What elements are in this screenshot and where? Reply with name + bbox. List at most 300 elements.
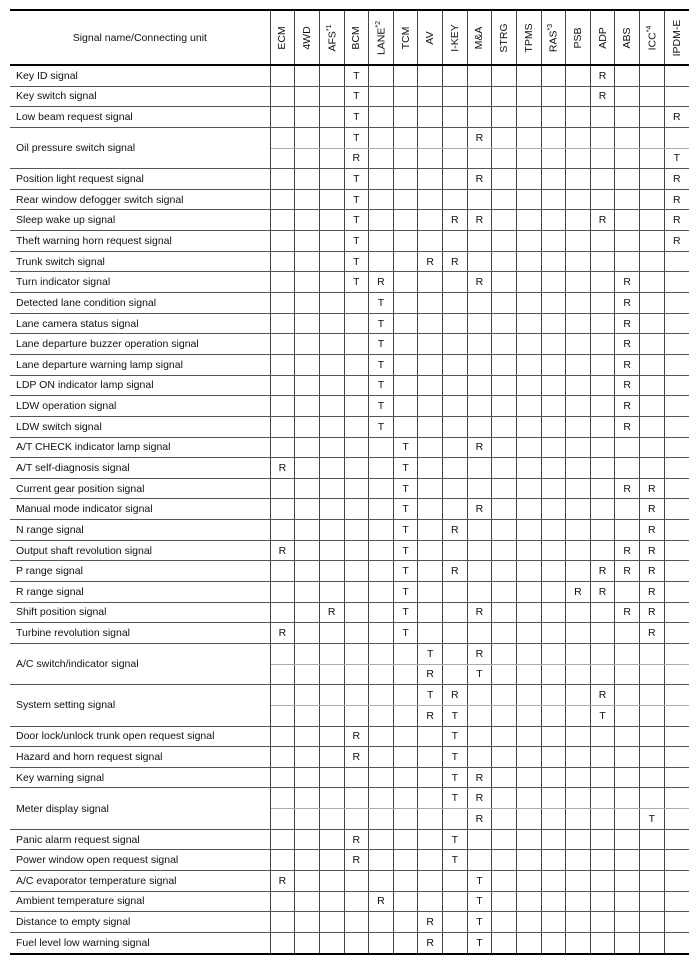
- signal-cell-lane: [369, 251, 394, 272]
- signal-cell-ras: [541, 870, 566, 891]
- signal-cell-bcm: [344, 932, 369, 953]
- signal-cell-strg: [492, 396, 517, 417]
- signal-cell-lane: [369, 127, 394, 148]
- signal-cell-ipdm-e: [664, 643, 689, 664]
- signal-cell-adp: [590, 375, 615, 396]
- signal-name: Panic alarm request signal: [10, 829, 270, 850]
- signal-cell-bcm: T: [344, 189, 369, 210]
- signal-cell-afs: [319, 210, 344, 231]
- signal-cell-abs: R: [615, 293, 640, 314]
- signal-cell-m-a: T: [467, 891, 492, 912]
- signal-cell-4wd: [295, 86, 320, 107]
- signal-cell-4wd: [295, 602, 320, 623]
- signal-cell-ras: [541, 251, 566, 272]
- signal-cell-ipdm-e: [664, 747, 689, 768]
- signal-cell-4wd: [295, 540, 320, 561]
- signal-cell-icc: [640, 747, 665, 768]
- signal-cell-icc: R: [640, 582, 665, 603]
- table-row: [10, 767, 689, 788]
- signal-cell-abs: R: [615, 561, 640, 582]
- signal-cell-lane: T: [369, 354, 394, 375]
- signal-name: R range signal: [10, 582, 270, 603]
- unit-header-i-key: [443, 10, 468, 65]
- signal-cell-4wd: [295, 561, 320, 582]
- signal-cell-i-key: [443, 231, 468, 252]
- signal-cell-i-key: R: [443, 685, 468, 706]
- signal-cell-m-a: R: [467, 643, 492, 664]
- signal-cell-psb: [566, 643, 591, 664]
- signal-cell-4wd: [295, 148, 320, 169]
- signal-cell-icc: R: [640, 623, 665, 644]
- unit-footnote-mark: *2: [374, 20, 382, 28]
- signal-cell-abs: R: [615, 375, 640, 396]
- signal-cell-m-a: [467, 520, 492, 541]
- signal-cell-psb: [566, 478, 591, 499]
- signal-cell-tpms: [516, 478, 541, 499]
- signal-cell-abs: [615, 850, 640, 871]
- signal-cell-afs: [319, 747, 344, 768]
- signal-cell-i-key: [443, 354, 468, 375]
- signal-cell-afs: [319, 86, 344, 107]
- signal-cell-ecm: [270, 932, 295, 953]
- signal-cell-tpms: [516, 520, 541, 541]
- signal-cell-ras: [541, 643, 566, 664]
- signal-cell-afs: [319, 189, 344, 210]
- signal-cell-4wd: [295, 437, 320, 458]
- signal-cell-4wd: [295, 499, 320, 520]
- signal-cell-av: [418, 850, 443, 871]
- signal-cell-ipdm-e: [664, 788, 689, 809]
- signal-cell-ecm: [270, 86, 295, 107]
- signal-cell-4wd: [295, 231, 320, 252]
- table-row: [10, 293, 689, 314]
- signal-cell-ipdm-e: [664, 767, 689, 788]
- signal-cell-tcm: [393, 396, 418, 417]
- signal-cell-i-key: R: [443, 251, 468, 272]
- table-row: [10, 210, 689, 231]
- signal-cell-tpms: [516, 932, 541, 953]
- signal-cell-ipdm-e: [664, 685, 689, 706]
- signal-cell-icc: [640, 726, 665, 747]
- signal-cell-av: [418, 788, 443, 809]
- signal-cell-adp: [590, 169, 615, 190]
- signal-cell-adp: [590, 932, 615, 953]
- signal-cell-lane: [369, 437, 394, 458]
- signal-cell-4wd: [295, 685, 320, 706]
- signal-cell-4wd: [295, 189, 320, 210]
- signal-cell-adp: [590, 540, 615, 561]
- signal-cell-4wd: [295, 891, 320, 912]
- signal-cell-afs: [319, 251, 344, 272]
- signal-cell-lane: [369, 932, 394, 953]
- signal-cell-tpms: [516, 127, 541, 148]
- signal-cell-i-key: [443, 416, 468, 437]
- signal-cell-tpms: [516, 437, 541, 458]
- signal-cell-tpms: [516, 499, 541, 520]
- signal-cell-lane: T: [369, 334, 394, 355]
- signal-cell-ipdm-e: [664, 354, 689, 375]
- signal-cell-adp: [590, 148, 615, 169]
- signal-cell-m-a: R: [467, 809, 492, 830]
- table-row: [10, 561, 689, 582]
- signal-cell-afs: R: [319, 602, 344, 623]
- signal-cell-ipdm-e: R: [664, 231, 689, 252]
- unit-label: BCM: [350, 25, 363, 50]
- signal-cell-tpms: [516, 643, 541, 664]
- signal-cell-bcm: [344, 623, 369, 644]
- signal-cell-psb: [566, 520, 591, 541]
- signal-cell-m-a: [467, 313, 492, 334]
- signal-cell-ipdm-e: [664, 437, 689, 458]
- signal-cell-i-key: [443, 540, 468, 561]
- signal-cell-ras: [541, 396, 566, 417]
- signal-cell-lane: R: [369, 891, 394, 912]
- signal-cell-ecm: [270, 416, 295, 437]
- signal-cell-psb: [566, 375, 591, 396]
- signal-cell-icc: [640, 664, 665, 685]
- signal-cell-strg: [492, 189, 517, 210]
- table-row: [10, 375, 689, 396]
- table-row: [10, 870, 689, 891]
- signal-cell-lane: T: [369, 313, 394, 334]
- signal-cell-ras: [541, 499, 566, 520]
- signal-cell-tcm: T: [393, 478, 418, 499]
- signal-cell-adp: [590, 396, 615, 417]
- table-row: [10, 829, 689, 850]
- signal-cell-icc: R: [640, 561, 665, 582]
- signal-cell-afs: [319, 272, 344, 293]
- signal-cell-bcm: [344, 685, 369, 706]
- signal-cell-bcm: T: [344, 251, 369, 272]
- signal-cell-ipdm-e: [664, 375, 689, 396]
- signal-cell-tpms: [516, 65, 541, 86]
- signal-cell-icc: [640, 767, 665, 788]
- signal-cell-bcm: R: [344, 148, 369, 169]
- signal-cell-tcm: [393, 272, 418, 293]
- signal-cell-ras: [541, 86, 566, 107]
- signal-cell-adp: [590, 107, 615, 128]
- signal-cell-afs: [319, 416, 344, 437]
- signal-cell-ecm: [270, 561, 295, 582]
- signal-cell-ras: [541, 767, 566, 788]
- signal-cell-adp: [590, 334, 615, 355]
- table-row: [10, 726, 689, 747]
- signal-cell-lane: [369, 829, 394, 850]
- signal-cell-tcm: [393, 767, 418, 788]
- signal-cell-tpms: [516, 850, 541, 871]
- signal-cell-psb: [566, 107, 591, 128]
- signal-cell-ecm: [270, 251, 295, 272]
- signal-cell-afs: [319, 231, 344, 252]
- signal-cell-adp: [590, 664, 615, 685]
- signal-cell-av: [418, 272, 443, 293]
- signal-name: LDW operation signal: [10, 396, 270, 417]
- signal-cell-icc: [640, 189, 665, 210]
- signal-cell-icc: R: [640, 520, 665, 541]
- signal-cell-ipdm-e: [664, 65, 689, 86]
- signal-cell-m-a: [467, 685, 492, 706]
- signal-cell-ipdm-e: [664, 705, 689, 726]
- signal-cell-av: [418, 809, 443, 830]
- signal-cell-ipdm-e: [664, 850, 689, 871]
- signal-cell-m-a: T: [467, 912, 492, 933]
- signal-cell-afs: [319, 375, 344, 396]
- signal-cell-av: [418, 313, 443, 334]
- unit-label: ICC: [646, 31, 659, 50]
- signal-cell-afs: [319, 437, 344, 458]
- signal-cell-4wd: [295, 747, 320, 768]
- signal-cell-icc: [640, 251, 665, 272]
- unit-label: PSB: [571, 26, 584, 49]
- signal-cell-psb: [566, 251, 591, 272]
- signal-cell-4wd: [295, 520, 320, 541]
- signal-cell-lane: [369, 870, 394, 891]
- signal-cell-tcm: T: [393, 623, 418, 644]
- signal-cell-tcm: [393, 148, 418, 169]
- signal-cell-ipdm-e: [664, 86, 689, 107]
- signal-cell-afs: [319, 313, 344, 334]
- signal-cell-bcm: T: [344, 127, 369, 148]
- signal-cell-psb: [566, 396, 591, 417]
- signal-cell-4wd: [295, 416, 320, 437]
- signal-cell-i-key: T: [443, 747, 468, 768]
- signal-cell-abs: [615, 210, 640, 231]
- signal-cell-psb: R: [566, 582, 591, 603]
- signal-cell-abs: R: [615, 272, 640, 293]
- signal-cell-m-a: T: [467, 932, 492, 953]
- signal-cell-4wd: [295, 127, 320, 148]
- signal-cell-ipdm-e: [664, 520, 689, 541]
- signal-cell-av: [418, 520, 443, 541]
- signal-cell-ecm: [270, 685, 295, 706]
- signal-cell-m-a: R: [467, 437, 492, 458]
- signal-cell-tpms: [516, 767, 541, 788]
- signal-cell-lane: [369, 726, 394, 747]
- signal-cell-m-a: T: [467, 870, 492, 891]
- signal-cell-abs: R: [615, 416, 640, 437]
- signal-cell-strg: [492, 251, 517, 272]
- signal-cell-i-key: [443, 891, 468, 912]
- signal-cell-4wd: [295, 623, 320, 644]
- signal-cell-lane: [369, 499, 394, 520]
- signal-cell-m-a: [467, 375, 492, 396]
- signal-cell-lane: [369, 643, 394, 664]
- signal-cell-tpms: [516, 375, 541, 396]
- signal-cell-ipdm-e: [664, 478, 689, 499]
- signal-cell-strg: [492, 65, 517, 86]
- signal-cell-ecm: [270, 148, 295, 169]
- signal-cell-tpms: [516, 251, 541, 272]
- signal-cell-adp: R: [590, 685, 615, 706]
- signal-cell-bcm: R: [344, 829, 369, 850]
- signal-cell-lane: [369, 231, 394, 252]
- signal-cell-tpms: [516, 747, 541, 768]
- signal-cell-ras: [541, 809, 566, 830]
- signal-cell-icc: [640, 416, 665, 437]
- signal-cell-psb: [566, 891, 591, 912]
- signal-name: Low beam request signal: [10, 107, 270, 128]
- signal-cell-icc: [640, 354, 665, 375]
- signal-name: Theft warning horn request signal: [10, 231, 270, 252]
- signal-cell-adp: [590, 602, 615, 623]
- signal-cell-ras: [541, 623, 566, 644]
- unit-header-afs: [319, 10, 344, 65]
- signal-cell-tpms: [516, 540, 541, 561]
- signal-cell-lane: [369, 685, 394, 706]
- signal-cell-bcm: [344, 334, 369, 355]
- signal-cell-ras: [541, 458, 566, 479]
- unit-header-ras: [541, 10, 566, 65]
- signal-cell-tcm: [393, 334, 418, 355]
- signal-cell-ras: [541, 169, 566, 190]
- signal-cell-ras: [541, 210, 566, 231]
- signal-cell-4wd: [295, 375, 320, 396]
- table-row: [10, 127, 689, 148]
- unit-header-lane: [369, 10, 394, 65]
- signal-cell-adp: [590, 416, 615, 437]
- signal-cell-icc: [640, 870, 665, 891]
- signal-cell-ipdm-e: [664, 582, 689, 603]
- signal-cell-av: [418, 169, 443, 190]
- signal-cell-afs: [319, 561, 344, 582]
- signal-cell-strg: [492, 293, 517, 314]
- unit-header-m-a: [467, 10, 492, 65]
- signal-cell-strg: [492, 664, 517, 685]
- signal-cell-abs: [615, 65, 640, 86]
- signal-cell-ras: [541, 231, 566, 252]
- signal-cell-tcm: T: [393, 458, 418, 479]
- signal-name: A/T self-diagnosis signal: [10, 458, 270, 479]
- signal-cell-abs: [615, 664, 640, 685]
- signal-cell-av: [418, 416, 443, 437]
- signal-cell-afs: [319, 499, 344, 520]
- signal-cell-m-a: [467, 540, 492, 561]
- signal-cell-bcm: [344, 664, 369, 685]
- signal-cell-4wd: [295, 107, 320, 128]
- signal-cell-bcm: [344, 396, 369, 417]
- signal-cell-ecm: [270, 850, 295, 871]
- unit-label: ECM: [276, 25, 289, 50]
- signal-cell-ecm: [270, 602, 295, 623]
- signal-cell-icc: R: [640, 540, 665, 561]
- signal-cell-adp: [590, 829, 615, 850]
- signal-cell-psb: [566, 829, 591, 850]
- signal-cell-tpms: [516, 293, 541, 314]
- signal-cell-lane: T: [369, 416, 394, 437]
- signal-cell-av: T: [418, 643, 443, 664]
- signal-cell-ecm: [270, 313, 295, 334]
- signal-cell-i-key: [443, 932, 468, 953]
- signal-cell-bcm: [344, 788, 369, 809]
- signal-cell-icc: [640, 788, 665, 809]
- signal-cell-tcm: [393, 932, 418, 953]
- signal-cell-bcm: [344, 478, 369, 499]
- signal-cell-psb: [566, 148, 591, 169]
- signal-cell-4wd: [295, 396, 320, 417]
- signal-cell-icc: [640, 107, 665, 128]
- signal-cell-strg: [492, 86, 517, 107]
- signal-cell-lane: [369, 788, 394, 809]
- signal-cell-i-key: [443, 107, 468, 128]
- signal-cell-afs: [319, 643, 344, 664]
- signal-name: System setting signal: [10, 685, 270, 726]
- signal-cell-strg: [492, 334, 517, 355]
- signal-cell-lane: [369, 458, 394, 479]
- signal-cell-strg: [492, 829, 517, 850]
- signal-name: A/T CHECK indicator lamp signal: [10, 437, 270, 458]
- signal-cell-bcm: [344, 561, 369, 582]
- unit-header-av: [418, 10, 443, 65]
- table-row: [10, 788, 689, 809]
- signal-cell-bcm: [344, 705, 369, 726]
- signal-cell-psb: [566, 65, 591, 86]
- signal-cell-bcm: [344, 293, 369, 314]
- signal-cell-adp: [590, 458, 615, 479]
- signal-cell-ecm: [270, 354, 295, 375]
- signal-cell-m-a: R: [467, 602, 492, 623]
- signal-cell-ras: [541, 437, 566, 458]
- unit-header-psb: [566, 10, 591, 65]
- signal-cell-tpms: [516, 148, 541, 169]
- signal-cell-m-a: [467, 396, 492, 417]
- signal-cell-tpms: [516, 561, 541, 582]
- signal-name: Manual mode indicator signal: [10, 499, 270, 520]
- signal-cell-4wd: [295, 354, 320, 375]
- signal-cell-av: [418, 747, 443, 768]
- signal-cell-m-a: R: [467, 127, 492, 148]
- signal-cell-strg: [492, 478, 517, 499]
- header-row: [10, 10, 689, 65]
- signal-cell-lane: [369, 86, 394, 107]
- signal-cell-strg: [492, 561, 517, 582]
- signal-cell-tcm: T: [393, 582, 418, 603]
- signal-cell-i-key: [443, 664, 468, 685]
- signal-cell-av: [418, 726, 443, 747]
- signal-cell-bcm: [344, 870, 369, 891]
- signal-cell-ipdm-e: [664, 912, 689, 933]
- signal-cell-tpms: [516, 189, 541, 210]
- signal-cell-afs: [319, 891, 344, 912]
- signal-cell-4wd: [295, 809, 320, 830]
- signal-name: Current gear position signal: [10, 478, 270, 499]
- signal-cell-abs: [615, 726, 640, 747]
- signal-cell-av: R: [418, 932, 443, 953]
- unit-label: 4WD: [301, 25, 314, 50]
- signal-cell-av: [418, 354, 443, 375]
- signal-cell-abs: [615, 127, 640, 148]
- signal-cell-m-a: [467, 416, 492, 437]
- signal-cell-i-key: T: [443, 726, 468, 747]
- signal-cell-icc: [640, 86, 665, 107]
- signal-cell-adp: [590, 313, 615, 334]
- signal-cell-ipdm-e: R: [664, 169, 689, 190]
- signal-cell-psb: [566, 788, 591, 809]
- signal-name: Oil pressure switch signal: [10, 127, 270, 168]
- signal-cell-m-a: R: [467, 788, 492, 809]
- signal-cell-abs: [615, 169, 640, 190]
- signal-cell-tcm: [393, 829, 418, 850]
- signal-cell-abs: [615, 437, 640, 458]
- signal-cell-tcm: [393, 850, 418, 871]
- signal-cell-tpms: [516, 726, 541, 747]
- signal-cell-lane: [369, 210, 394, 231]
- signal-cell-tcm: [393, 870, 418, 891]
- signal-cell-ecm: [270, 809, 295, 830]
- signal-cell-ecm: [270, 375, 295, 396]
- signal-cell-afs: [319, 870, 344, 891]
- signal-cell-icc: [640, 829, 665, 850]
- signal-name: Lane departure warning lamp signal: [10, 354, 270, 375]
